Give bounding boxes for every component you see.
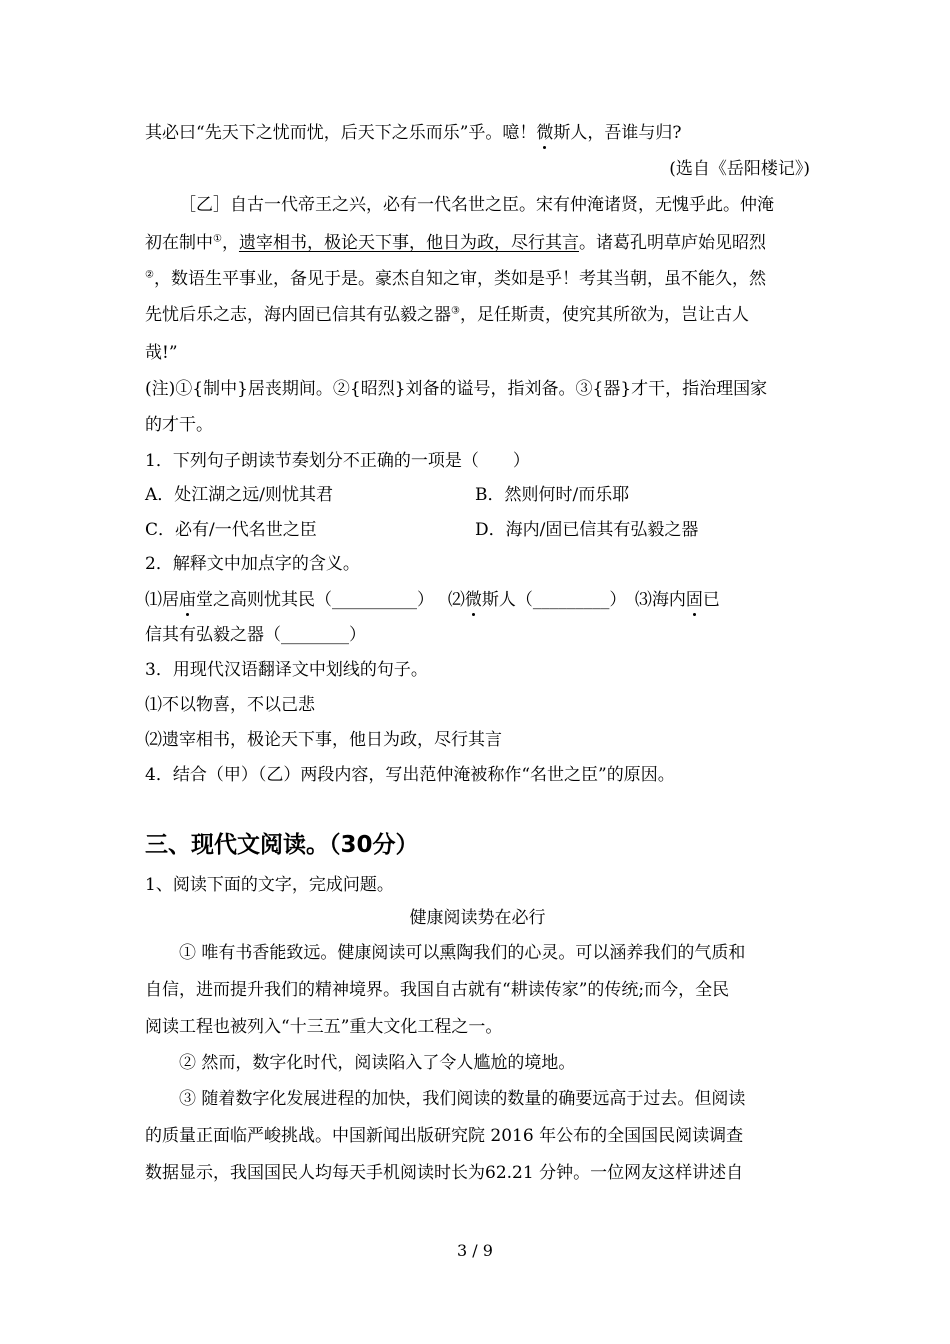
annotation-note: (注)①{制中}居丧期间。②{昭烈}刘备的谥号，指刘备。③{器}才干，指治理国家 <box>145 379 768 399</box>
passage-yi-line: 哉!” <box>145 343 178 363</box>
footnote-mark: ① <box>213 233 222 245</box>
emphasis-dot-char: 微 <box>464 590 482 610</box>
article-paragraph-line: 阅读工程也被列入“十三五”重大文化工程之一。 <box>145 1017 503 1037</box>
passage-yi-line: 初在制中①，遗宰相书，极论天下事，他日为政，尽行其言。诸葛孔明草庐始见昭烈 <box>145 233 766 253</box>
page-number: 3 / 9 <box>457 1241 493 1260</box>
passage-yi-line: ②，数语生平事业，备见于是。豪杰自知之审，类如是乎！考其当朝，虽不能久，然 <box>145 269 766 289</box>
question-3-item: ⑵遗宰相书，极论天下事，他日为政，尽行其言 <box>145 730 502 750</box>
article-paragraph-line: ② 然而，数字化时代，阅读陷入了令人尴尬的境地。 <box>179 1053 576 1073</box>
footnote-mark: ② <box>145 269 154 281</box>
question-3: 3．用现代汉语翻译文中划线的句子。 <box>145 660 428 680</box>
emphasis-dot-char: 微 <box>536 123 554 143</box>
article-paragraph-line: ③ 随着数字化发展进程的加快，我们阅读的数量的确要远高于过去。但阅读 <box>179 1089 746 1109</box>
passage-yi-line: ［乙］自古一代帝王之兴，必有一代名世之臣。宋有仲淹诸贤，无愧乎此。仲淹 <box>179 195 774 215</box>
option-c: C．必有/一代名世之臣 <box>145 520 317 540</box>
question-4: 4．结合（甲）（乙）两段内容，写出范仲淹被称作“名世之臣”的原因。 <box>145 765 675 785</box>
article-paragraph-line: 自信，进而提升我们的精神境界。我国自古就有“耕读传家”的传统;而今，全民 <box>145 980 730 1000</box>
question-2-line: ⑴居庙堂之高则忧其民（__________） ⑵微斯人（_________） ⑶海内固已 <box>145 590 720 610</box>
article-title: 健康阅读势在必行 <box>409 908 546 928</box>
question-2-line: 信其有弘毅之器（________） <box>145 625 366 645</box>
option-b: B．然则何时/而乐耶 <box>475 485 630 505</box>
emphasis-dot-char: 庙 <box>179 590 196 610</box>
option-a: A．处江湖之远/则忧其君 <box>145 485 334 505</box>
question-1: 1．下列句子朗读节奏划分不正确的一项是（ ） <box>145 451 530 471</box>
footnote-mark: ③ <box>451 305 460 317</box>
passage-jia-line: 其必曰“先天下之忧而忧，后天下之乐而乐”乎。噫！微斯人，吾谁与归? <box>145 123 682 143</box>
question-1-options <box>145 484 810 506</box>
underlined-sentence: 遗宰相书，极论天下事，他日为政，尽行其言 <box>238 233 579 253</box>
section-heading: 三、现代文阅读。（30分） <box>145 832 419 858</box>
question-3-item: ⑴不以物喜，不以己悲 <box>145 695 315 715</box>
passage-yi-line: 先忧后乐之志，海内固已信其有弘毅之器③，足任斯责，使究其所欲为，岂让古人 <box>145 305 749 325</box>
emphasis-dot-char: 固 <box>685 590 703 610</box>
section-intro: 1、阅读下面的文字，完成问题。 <box>145 875 394 895</box>
passage-source: (选自《岳阳楼记》) <box>669 159 810 179</box>
article-paragraph-line: 数据显示，我国国民人均每天手机阅读时长为62.21 分钟。一位网友这样讲述自 <box>145 1163 744 1183</box>
annotation-note: 的才干。 <box>145 415 213 435</box>
option-d: D．海内/固已信其有弘毅之器 <box>475 520 699 540</box>
article-paragraph-line: ① 唯有书香能致远。健康阅读可以熏陶我们的心灵。可以涵养我们的气质和 <box>179 943 746 963</box>
question-2: 2．解释文中加点字的含义。 <box>145 554 360 574</box>
article-paragraph-line: 的质量正面临严峻挑战。中国新闻出版研究院 2016 年公布的全国国民阅读调查 <box>145 1126 744 1146</box>
question-1-options <box>145 519 810 541</box>
